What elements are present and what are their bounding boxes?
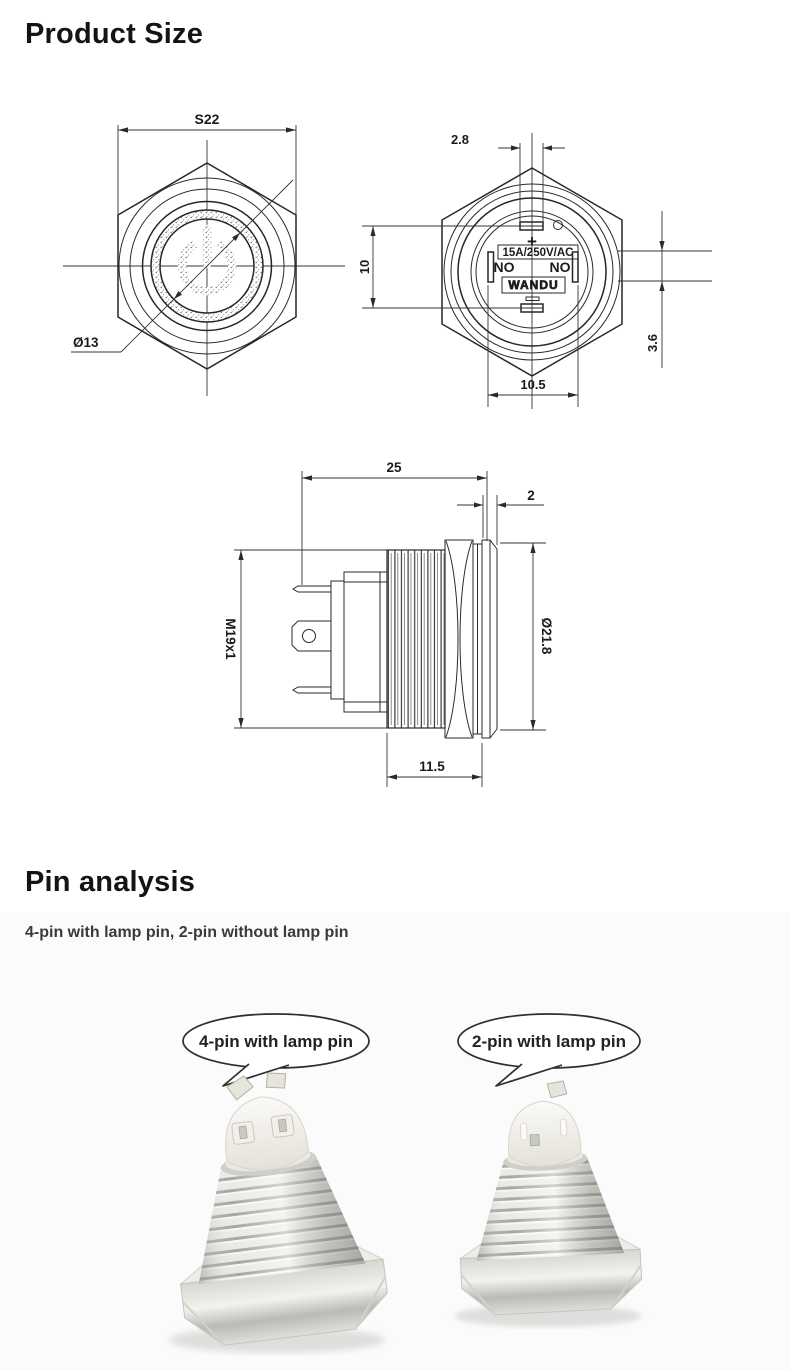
no-left-label: NO: [493, 259, 515, 275]
terminal-tab-left: [226, 1075, 255, 1101]
brand-label: WANDU: [508, 278, 559, 292]
pin-lug: [292, 621, 331, 651]
dim-10-arrow-top: [370, 226, 375, 236]
dim-25-label: 25: [386, 460, 402, 475]
dim-s22-arrow-right: [286, 127, 296, 132]
dim-25-arrow-left: [302, 475, 312, 480]
page-title: Product Size: [25, 18, 204, 50]
dim-m19-arrow-top: [238, 550, 243, 560]
pin-bottom: [293, 687, 331, 693]
dim-36-arrow-bottom: [659, 281, 664, 291]
dim-218-arrow-top: [530, 543, 535, 553]
dim-m19-arrow-bottom: [238, 718, 243, 728]
dim-218-arrow-bottom: [530, 720, 535, 730]
dim-115-label: 11.5: [419, 759, 445, 774]
pin-analysis-subtitle: 4-pin with lamp pin, 2-pin without lamp pin: [25, 924, 349, 941]
terminal-post-right-pin: [278, 1119, 286, 1132]
dim-10-label: 10: [357, 259, 372, 275]
photo-2pin-button: [428, 1082, 668, 1337]
dim-2-arrow-right: [497, 502, 506, 507]
cap-slot-right: [560, 1119, 567, 1136]
dim-115-arrow-right: [472, 774, 482, 779]
terminal-post-left-pin: [239, 1126, 247, 1139]
photo-4pin-terminal-tabs: [226, 1071, 288, 1101]
cap-slot-left: [520, 1123, 527, 1140]
dim-28-label: 2.8: [450, 132, 470, 147]
terminal-tab-top: [547, 1081, 567, 1098]
hex-flange-facet-left: [446, 541, 458, 737]
thread-section: [387, 550, 445, 728]
dim-d13-label: Ø13: [73, 335, 99, 350]
dim-s22-arrow-left: [118, 127, 128, 132]
dim-105-arrow-left: [488, 392, 498, 397]
dim-25-arrow-right: [477, 475, 487, 480]
dim-105-label: 10.5: [520, 377, 546, 392]
no-right-label: NO: [549, 259, 571, 275]
dim-28-arrow-right: [543, 145, 552, 150]
dim-105-arrow-right: [568, 392, 578, 397]
dim-115-arrow-left: [387, 774, 397, 779]
dim-36-arrow-top: [659, 241, 664, 251]
terminal-pin-small: [530, 1134, 540, 1145]
dim-s22-label: S22: [194, 111, 220, 127]
rating-label: 15A/250V/AC: [502, 247, 574, 259]
dim-36-label: 3.6: [645, 333, 660, 353]
hex-flange-facet-right: [460, 541, 472, 737]
body-collar: [331, 581, 344, 699]
speech-bubble-2pin-label: 2-pin with lamp pin: [472, 1032, 626, 1051]
dim-218-label: Ø21.8: [539, 617, 554, 655]
dim-10-arrow-bottom: [370, 298, 375, 308]
pin-top: [293, 586, 331, 592]
pin-lug-hole: [303, 630, 316, 643]
photo-4pin-button: [135, 1072, 420, 1367]
front-view-drawing: [55, 96, 350, 404]
dim-2-label: 2: [527, 488, 535, 503]
speech-bubble-2pin: [450, 1012, 650, 1092]
body-block: [344, 572, 387, 712]
speech-bubble-4pin-label: 4-pin with lamp pin: [199, 1032, 353, 1051]
hex-flange: [445, 540, 473, 738]
dim-2-arrow-left: [474, 502, 483, 507]
back-view-drawing: [350, 113, 722, 415]
terminal-tab-right: [265, 1071, 288, 1090]
dim-28-arrow-left: [511, 145, 520, 150]
photo-2pin-thread-sheen: [471, 1156, 624, 1261]
pin-analysis-title: Pin analysis: [25, 866, 196, 898]
polarity-plus: +: [527, 232, 537, 251]
polarity-minus-bar: [526, 297, 539, 301]
side-view-drawing: [210, 445, 600, 800]
photo-2pin-plastic-cap: [506, 1099, 582, 1168]
dim-m19-label: M19x1: [223, 618, 238, 660]
